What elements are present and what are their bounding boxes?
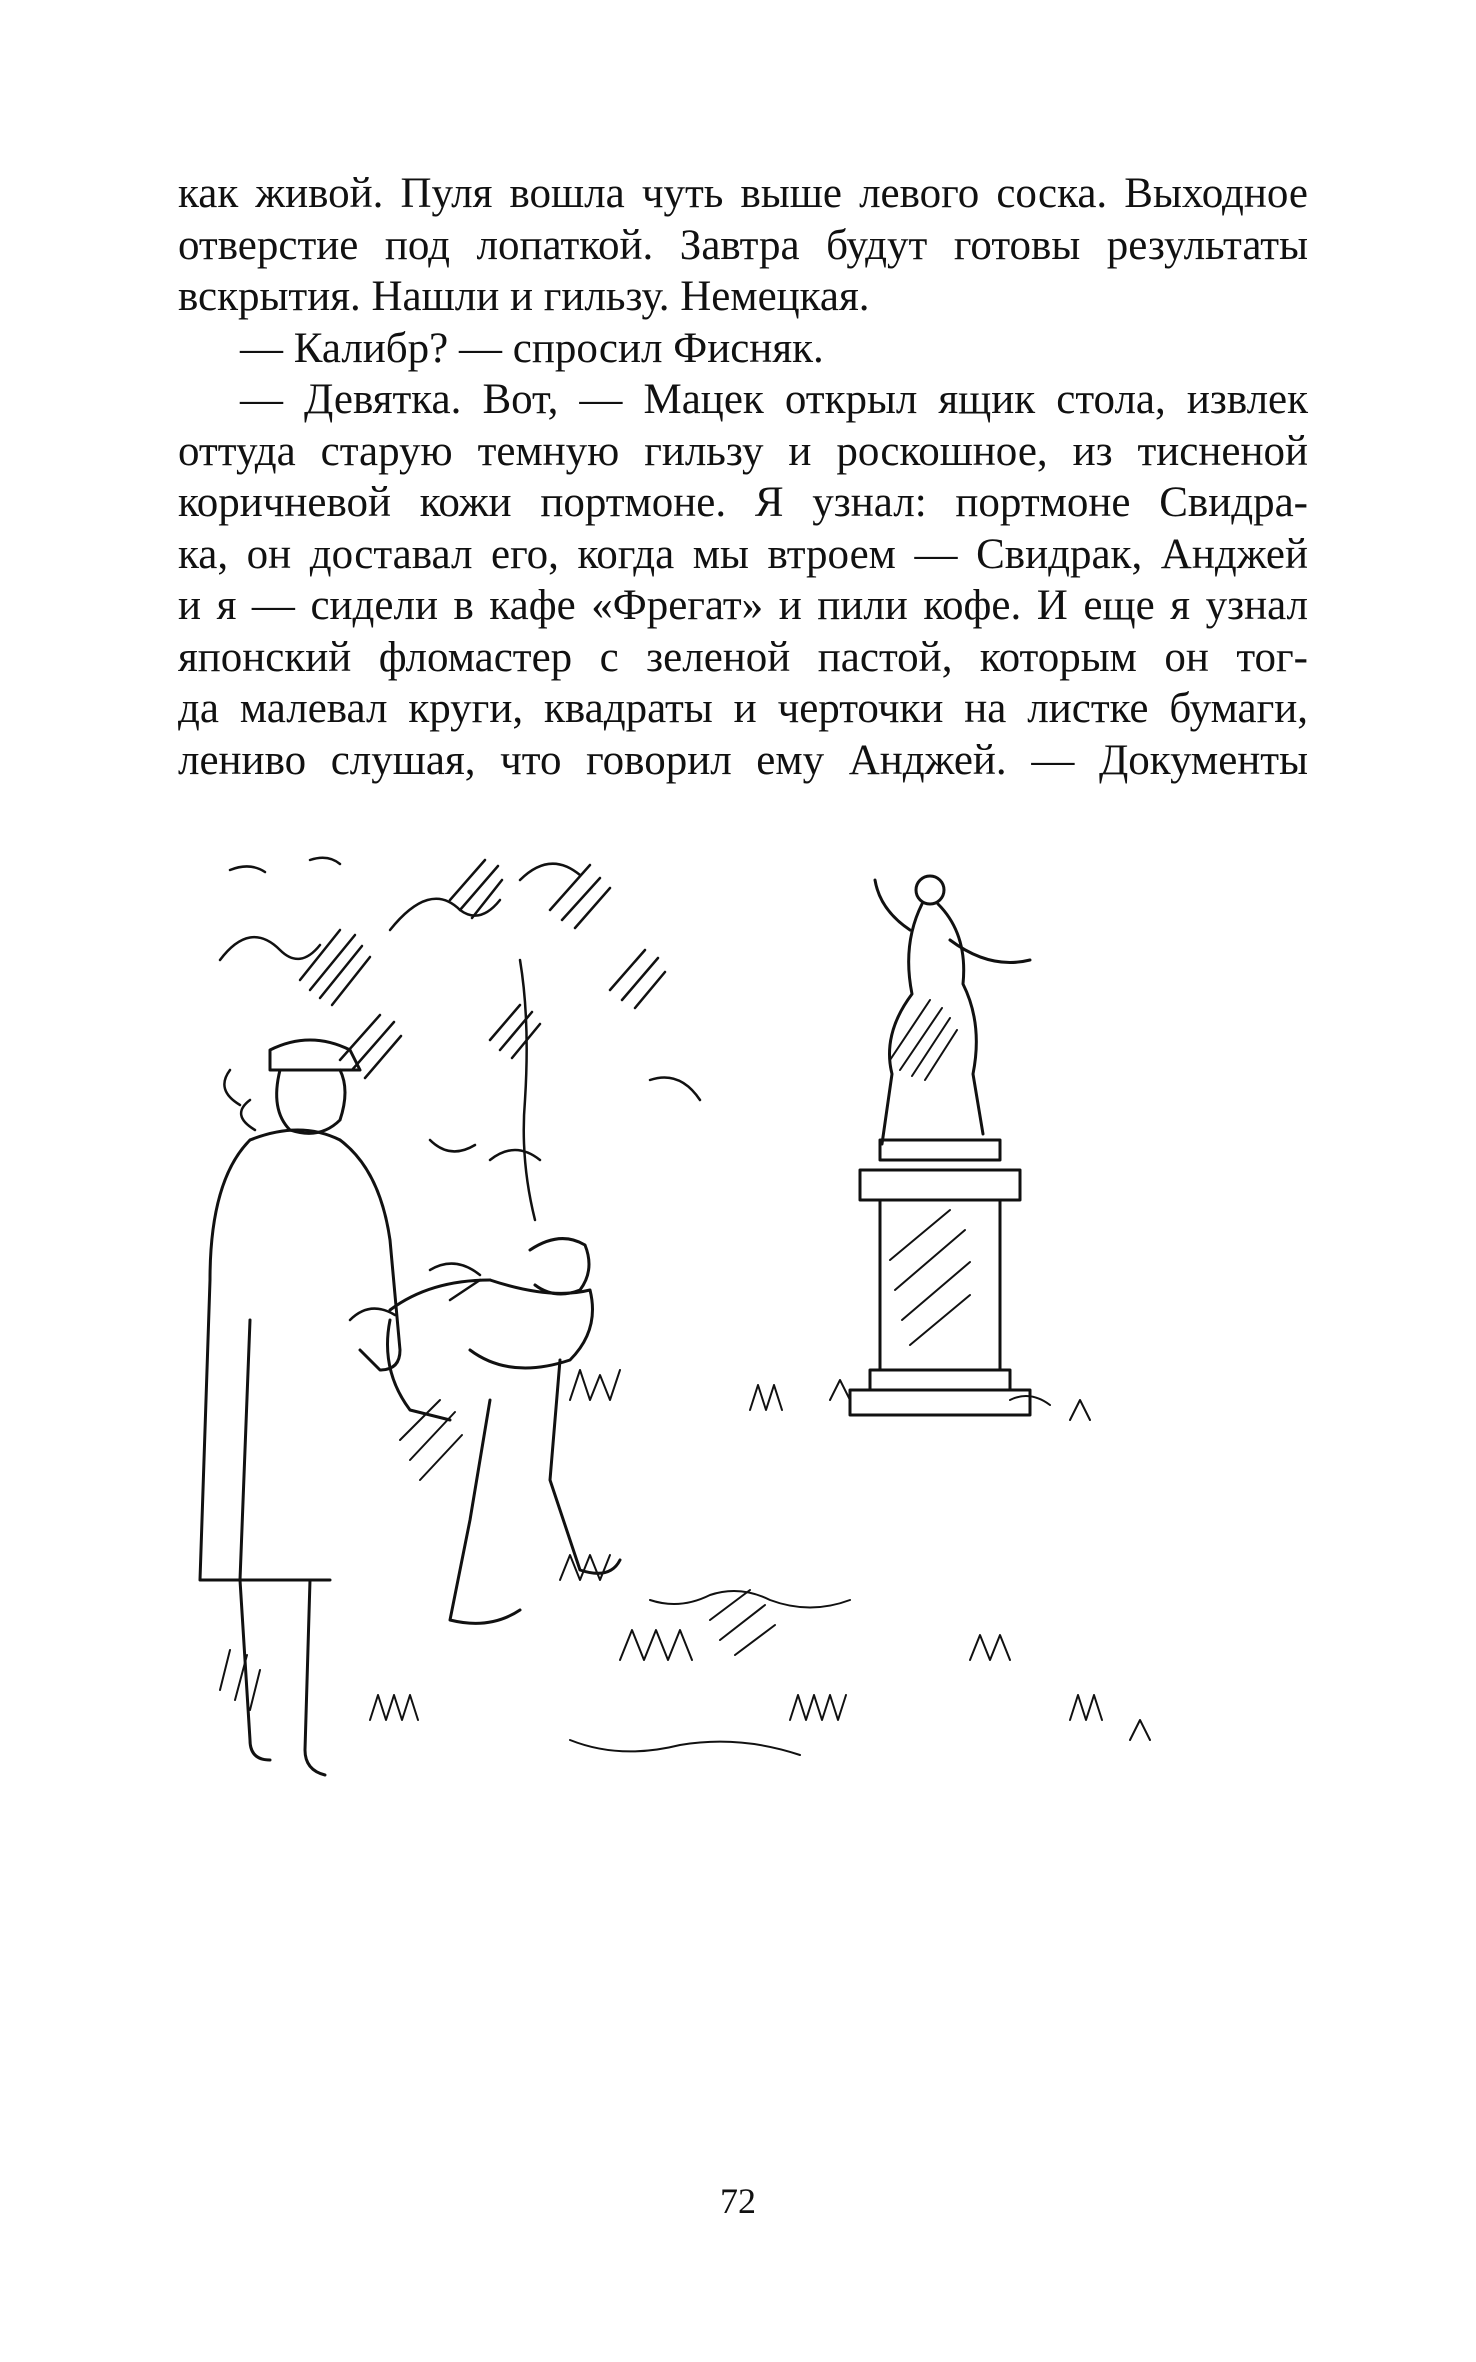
tree-foliage: [220, 858, 700, 1320]
text-line: оттуда старую темную гильзу и роскошное, из тисненой: [178, 427, 1308, 475]
text-line: и я — сидели в кафе «Фрегат» и пили кофе. И еще я узнал: [178, 582, 1308, 629]
page-number: 72: [720, 2181, 756, 2221]
body-text: [178, 168, 1308, 786]
text-line: коричневой кожи портмоне. Я узнал: портмоне Свидра-: [178, 479, 1308, 526]
text-line: — Девятка. Вот, — Мацек открыл ящик стола, извлек: [240, 376, 1308, 423]
statue: [850, 876, 1030, 1415]
text-line: ка, он доставал его, когда мы втроем — Свидрак, Анджей: [178, 530, 1308, 578]
text-line: отверстие под лопаткой. Завтра будут готовы результаты: [178, 221, 1308, 269]
text-line: — Калибр? — спросил Фисняк.: [240, 324, 824, 372]
text-line: лениво слушая, что говорил ему Анджей. — Документы: [178, 736, 1308, 784]
text-line: вскрытия. Нашли и гильзу. Немецкая.: [178, 273, 870, 320]
text-line: японский фломастер с зеленой пастой, которым он тог-: [178, 633, 1308, 681]
ink-illustration: [190, 840, 1300, 2090]
text-line: да малевал круги, квадраты и черточки на листке бумаги,: [178, 685, 1308, 732]
standing-figure: [200, 1040, 400, 1775]
text-line: как живой. Пуля вошла чуть выше левого соска. Выходное: [178, 170, 1308, 217]
grass: [370, 1370, 1150, 1755]
